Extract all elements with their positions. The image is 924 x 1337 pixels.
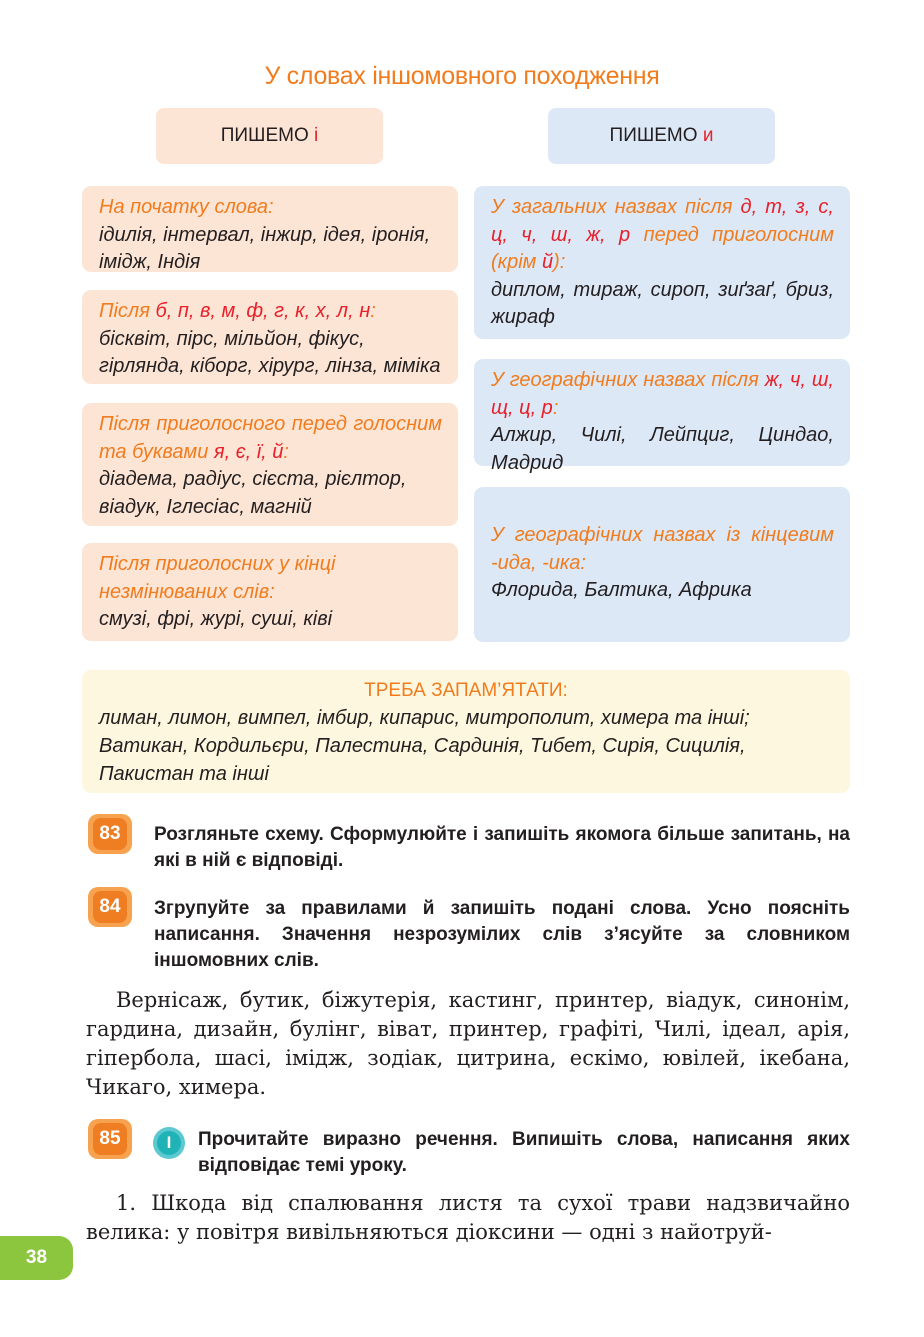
exercise-number-badge <box>88 814 132 854</box>
rule-heading-text: Після <box>99 300 156 322</box>
header-i-prefix: ПИШЕМО <box>220 125 309 146</box>
remember-box <box>82 670 850 793</box>
rule-heading-text: У загальних назвах після <box>491 196 741 218</box>
remember-heading: ТРЕБА ЗАПАМ’ЯТАТИ: <box>364 680 568 701</box>
page-number: 38 <box>0 1236 73 1280</box>
rule-heading-suffix: : <box>370 300 376 322</box>
exercise-instruction: Прочитайте виразно речення. Випишіть слова, написання яких відповідає темі уроку. <box>198 1129 850 1176</box>
exercise-number-badge <box>88 887 132 927</box>
exercise-number: 83 <box>93 818 127 850</box>
rule-heading-middle: перед приголосним (крім <box>491 223 834 273</box>
rule-examples: діадема, радіус, сієста, рієлтор, віадук, Іглесіас, магній <box>99 468 407 518</box>
header-i-letter: і <box>314 125 319 146</box>
rule-box-i-4 <box>82 543 458 641</box>
exercise-sentence: 1. Шкода від спалювання листя та сухої трави надзвичайно велика: у повітря вивільняються діоксини — одні з найотруй- <box>86 1191 850 1244</box>
rule-box-i-3 <box>82 403 458 526</box>
rule-heading: У географічних назвах із кінцевим -ида, -ика: <box>491 524 834 574</box>
exercise-number: 84 <box>93 891 127 923</box>
information-icon-label: І <box>157 1131 181 1155</box>
rule-heading: Після приголосних у кінці незмінюваних слів: <box>99 553 336 603</box>
rule-heading-text: Після приголосного перед голосним та буквами <box>99 413 442 463</box>
rule-heading-suffix: : <box>552 396 559 419</box>
rule-examples: ідилія, інтервал, інжир, ідея, іронія, імідж, Індія <box>99 223 431 273</box>
rule-box-y-1 <box>474 186 850 339</box>
rule-heading-text: У географічних назвах після <box>491 369 765 391</box>
rule-box-y-3 <box>474 487 850 642</box>
rule-examples: Алжир, Чилі, Лейпциг, Циндао, Мадрид <box>491 424 834 474</box>
rule-examples: бісквіт, пірс, мільйон, фікус, гірлянда, кіборг, хірург, лінза, міміка <box>99 327 441 377</box>
rule-heading <box>99 298 442 326</box>
rule-letters: д, т, з, с, ц, ч, ш, ж, р <box>491 196 834 246</box>
rule-box-y-2 <box>474 359 850 474</box>
rule-box-i-1 <box>82 186 458 272</box>
header-y-prefix: ПИШЕМО <box>609 125 698 146</box>
rule-examples: Флорида, Балтика, Африка <box>491 579 752 601</box>
rule-letters-extra: й <box>541 251 554 273</box>
rule-examples: диплом, тираж, сироп, зиґзаґ, бриз, жираф <box>491 278 834 328</box>
exercise-instruction: Розгляньте схему. Сформулюйте і запишіть якомога більше запитань, на які в ній є відповіді. <box>154 824 850 871</box>
rule-box-i-2 <box>82 290 458 384</box>
page-title: У словах іншомовного походження <box>264 62 660 90</box>
header-y-letter: и <box>702 125 714 146</box>
rule-heading <box>491 367 834 422</box>
rule-letters: б, п, в, м, ф, г, к, х, л, н <box>155 300 371 322</box>
remember-text: лиман, лимон, вимпел, імбир, кипарис, митрополит, химера та інші; Ватикан, Кордильєри, Палестина, Сардинія, Тибет, Сирія, Сицилія, Пакистан та інші <box>99 707 750 785</box>
rule-heading-suffix: ): <box>553 251 566 273</box>
information-icon <box>153 1127 185 1159</box>
exercise-number-badge <box>88 1119 132 1159</box>
rule-letters: я, є, ї, й <box>213 440 284 463</box>
rule-heading-suffix: : <box>283 440 289 463</box>
rule-heading: На початку слова: <box>99 196 274 218</box>
exercise-instruction: Згрупуйте за правилами й запишіть подані слова. Усно поясніть написання. Значення незрозумілих слів з’ясуйте за словником іншомовних слів. <box>154 898 850 971</box>
rule-examples: смузі, фрі, журі, суші, ківі <box>99 608 333 630</box>
exercise-number: 85 <box>93 1123 127 1155</box>
header-write-y <box>548 108 775 164</box>
word-list: Вернісаж, бутик, біжутерія, кастинг, принтер, віадук, синонім, гардина, дизайн, булінг, віват, принтер, графіті, Чилі, ідеал, арія, гіпербола, шасі, імідж, зодіак, цитрина, ескімо, ювілей, ікебана, Чикаго, химера. <box>86 988 850 1099</box>
rule-heading <box>99 411 442 466</box>
rule-heading <box>491 194 834 277</box>
rule-letters: ж, ч, ш, щ, ц, р <box>491 369 834 419</box>
header-write-i <box>156 108 383 164</box>
